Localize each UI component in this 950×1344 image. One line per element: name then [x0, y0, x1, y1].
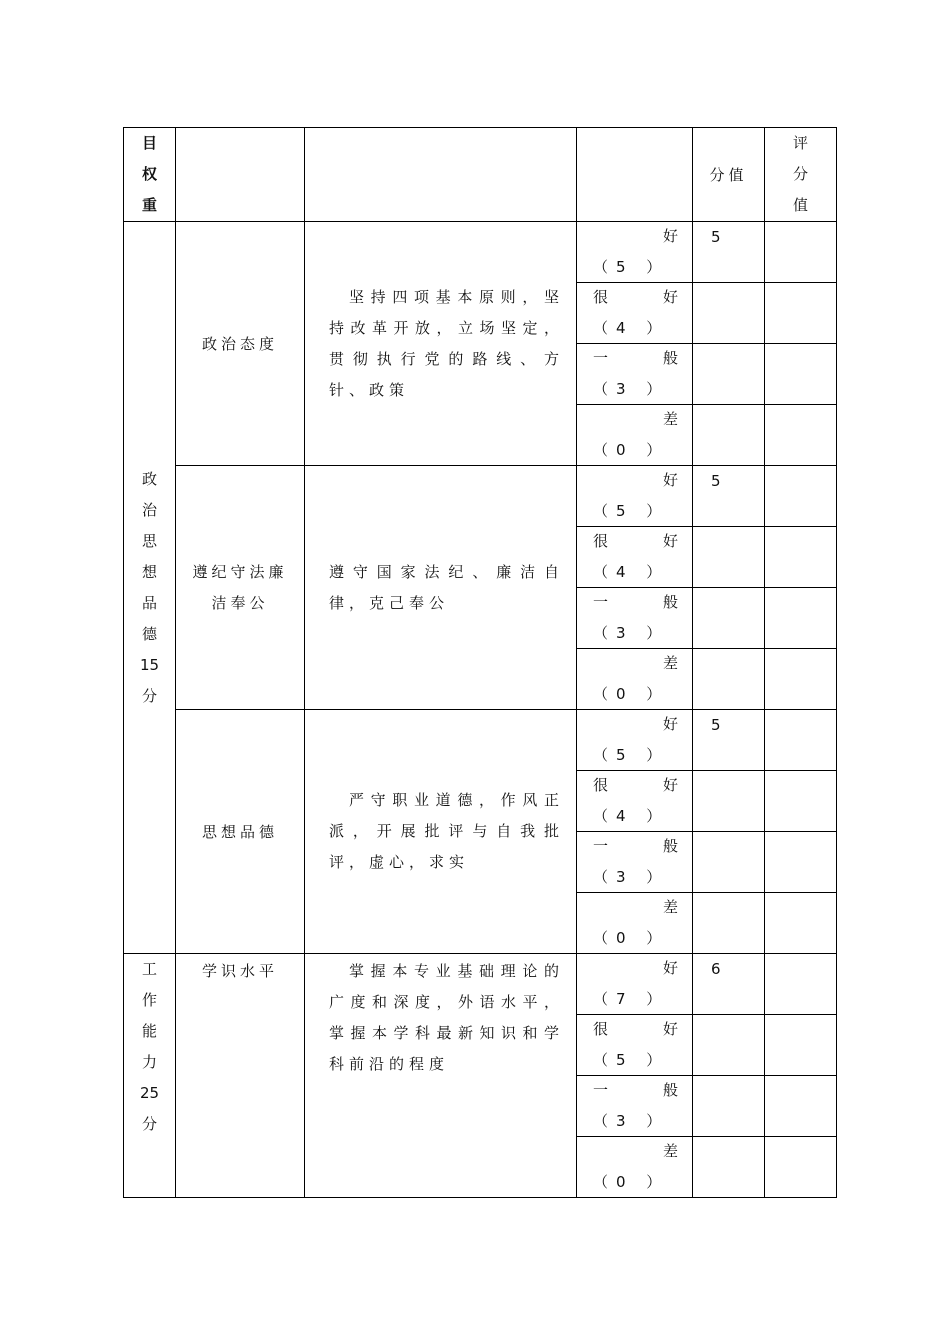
score-cell	[693, 283, 765, 344]
level-right: 好	[662, 288, 678, 306]
score-cell	[693, 1076, 765, 1137]
level-left: 一	[593, 1081, 609, 1099]
score-cell	[693, 527, 765, 588]
category-char: 能	[141, 1022, 157, 1040]
level-points: （4 ）	[593, 563, 670, 581]
category-char: 品	[141, 593, 157, 612]
level-points: （4 ）	[593, 807, 670, 825]
level-points: （7 ）	[593, 990, 670, 1008]
item-description: 遵守国家法纪、廉洁自律，克己奉公	[305, 466, 577, 710]
level-right: 好	[662, 715, 678, 733]
rating-cell[interactable]	[765, 832, 837, 893]
level-left: 一	[593, 593, 609, 611]
item-name: 遵纪守法廉洁奉公	[176, 466, 305, 710]
category-char: 力	[141, 1053, 157, 1071]
level-cell	[577, 1137, 693, 1198]
score-cell	[693, 1137, 765, 1198]
level-cell	[577, 893, 693, 954]
level-right: 好	[662, 776, 678, 794]
rating-cell[interactable]	[765, 588, 837, 649]
level-right: 差	[662, 410, 678, 428]
level-points: （0 ）	[593, 929, 670, 947]
level-left: 一	[593, 837, 609, 855]
level-right: 好	[662, 532, 678, 550]
level-points: （0 ）	[593, 441, 670, 459]
level-cell	[577, 283, 693, 344]
item-description: 掌握本专业基础理论的广度和深度，外语水平，掌握本学科最新知识和学科前沿的程度	[305, 954, 577, 1198]
header-level-cell	[577, 128, 693, 222]
level-points: （5 ）	[593, 502, 670, 520]
score-cell	[693, 405, 765, 466]
category-char: 作	[141, 991, 157, 1009]
rating-cell[interactable]	[765, 466, 837, 527]
header-weight-char: 权	[141, 165, 157, 183]
level-right: 般	[662, 1081, 678, 1099]
header-rating-char: 值	[792, 196, 808, 214]
item-name: 政治态度	[176, 222, 305, 466]
score-cell	[693, 588, 765, 649]
level-right: 般	[662, 593, 678, 611]
score-value: 5	[693, 222, 765, 283]
rating-cell[interactable]	[765, 222, 837, 283]
item-name: 学识水平	[176, 954, 305, 1198]
level-left: 很	[593, 288, 609, 306]
score-value: 6	[693, 954, 765, 1015]
header-desc-cell	[305, 128, 577, 222]
score-cell	[693, 832, 765, 893]
level-right: 般	[662, 349, 678, 367]
category-char: 想	[141, 562, 157, 581]
level-left: 一	[593, 349, 609, 367]
category-char: 25	[139, 1084, 160, 1102]
level-cell	[577, 588, 693, 649]
level-cell	[577, 832, 693, 893]
header-rating-char: 分	[792, 165, 808, 183]
level-right: 好	[662, 227, 678, 245]
level-right: 差	[662, 654, 678, 672]
category-char: 政	[141, 469, 157, 488]
category-cell	[124, 954, 176, 1198]
level-left: 很	[593, 776, 609, 794]
level-points: （3 ）	[593, 380, 670, 398]
level-points: （3 ）	[593, 624, 670, 642]
rating-cell[interactable]	[765, 283, 837, 344]
rating-cell[interactable]	[765, 771, 837, 832]
rating-cell[interactable]	[765, 893, 837, 954]
level-cell	[577, 1015, 693, 1076]
header-rating-value	[765, 128, 837, 222]
rating-cell[interactable]	[765, 405, 837, 466]
level-cell	[577, 1076, 693, 1137]
category-char: 分	[141, 1115, 157, 1133]
score-value: 5	[693, 466, 765, 527]
level-points: （4 ）	[593, 319, 670, 337]
header-weight-cell	[124, 128, 176, 222]
rating-cell[interactable]	[765, 1137, 837, 1198]
level-points: （5 ）	[593, 1051, 670, 1069]
table-row	[124, 954, 837, 1015]
score-cell	[693, 771, 765, 832]
level-cell	[577, 466, 693, 527]
score-cell	[693, 893, 765, 954]
rating-cell[interactable]	[765, 1076, 837, 1137]
item-description: 坚持四项基本原则，坚持改革开放，立场坚定，贯彻执行党的路线、方针、政策	[305, 222, 577, 466]
evaluation-table	[123, 127, 837, 1198]
category-char: 治	[141, 500, 157, 519]
category-char: 工	[141, 960, 157, 978]
score-cell	[693, 649, 765, 710]
level-cell	[577, 771, 693, 832]
level-cell	[577, 954, 693, 1015]
rating-cell[interactable]	[765, 344, 837, 405]
level-cell	[577, 527, 693, 588]
level-points: （3 ）	[593, 1112, 670, 1130]
category-char: 思	[141, 531, 157, 550]
category-cell	[124, 222, 176, 954]
category-char: 分	[141, 686, 157, 705]
rating-cell[interactable]	[765, 954, 837, 1015]
level-right: 好	[662, 1020, 678, 1038]
level-left: 很	[593, 532, 609, 550]
level-cell	[577, 710, 693, 771]
table-row	[124, 710, 837, 771]
level-left: 很	[593, 1020, 609, 1038]
level-points: （0 ）	[593, 1173, 670, 1191]
header-weight-char: 重	[141, 196, 157, 214]
header-row	[124, 128, 837, 222]
header-item-cell	[176, 128, 305, 222]
category-char: 15	[139, 655, 160, 674]
rating-cell[interactable]	[765, 1015, 837, 1076]
table-row	[124, 222, 837, 283]
level-cell	[577, 222, 693, 283]
level-cell	[577, 405, 693, 466]
rating-cell[interactable]	[765, 527, 837, 588]
item-description: 严守职业道德，作风正派，开展批评与自我批评，虚心，求实	[305, 710, 577, 954]
header-score-value: 分值	[693, 128, 765, 222]
level-right: 差	[662, 1142, 678, 1160]
level-points: （5 ）	[593, 258, 670, 276]
level-right: 好	[662, 959, 678, 977]
level-points: （0 ）	[593, 685, 670, 703]
category-char: 德	[141, 624, 157, 643]
header-weight-char: 目	[141, 134, 157, 152]
level-cell	[577, 344, 693, 405]
item-name: 思想品德	[176, 710, 305, 954]
table-row	[124, 466, 837, 527]
score-cell	[693, 1015, 765, 1076]
level-cell	[577, 649, 693, 710]
score-cell	[693, 344, 765, 405]
level-points: （3 ）	[593, 868, 670, 886]
level-right: 好	[662, 471, 678, 489]
level-points: （5 ）	[593, 746, 670, 764]
score-value: 5	[693, 710, 765, 771]
header-rating-char: 评	[792, 134, 808, 152]
rating-cell[interactable]	[765, 710, 837, 771]
rating-cell[interactable]	[765, 649, 837, 710]
level-right: 般	[662, 837, 678, 855]
level-right: 差	[662, 898, 678, 916]
